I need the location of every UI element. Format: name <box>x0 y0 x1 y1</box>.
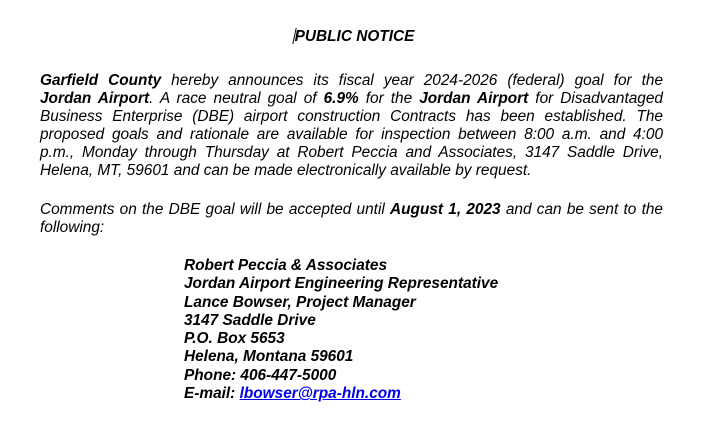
contact-po-box: P.O. Box 5653 <box>184 330 285 348</box>
paragraph-line: Business Enterprise (DBE) airport construction Contracts has been established. The <box>40 108 663 125</box>
county-name: Garfield County <box>40 72 162 89</box>
page-title: PUBLIC NOTICE <box>294 28 415 45</box>
paragraph-line <box>40 90 663 108</box>
paragraph-text: for the <box>358 90 420 107</box>
contact-street: 3147 Saddle Drive <box>184 311 316 329</box>
contact-block <box>184 257 498 403</box>
deadline-date: August 1, 2023 <box>390 201 501 218</box>
paragraph-text: hereby announces its fiscal year 2024-2026 (federal) goal for the <box>161 72 664 89</box>
paragraph-text: Comments on the DBE goal will be accepted until <box>40 201 391 218</box>
airport-name: Jordan Airport <box>40 90 150 107</box>
airport-name: Jordan Airport <box>419 90 529 107</box>
comments-paragraph <box>40 201 663 237</box>
email-link[interactable]: lbowser@rpa-hln.com <box>239 385 401 403</box>
contact-company: Robert Peccia & Associates <box>184 257 388 274</box>
paragraph-line <box>40 72 663 90</box>
paragraph-line: p.m., Monday through Thursday at Robert Peccia and Associates, 3147 Saddle Drive, <box>40 144 663 161</box>
paragraph-line: following: <box>40 219 105 236</box>
announcement-paragraph <box>40 72 663 180</box>
contact-person: Lance Bowser, Project Manager <box>184 293 416 311</box>
contact-phone: Phone: 406-447-5000 <box>184 366 337 384</box>
paragraph-line <box>40 201 663 219</box>
email-label: E-mail: <box>184 385 240 403</box>
paragraph-text: . A race neutral goal of <box>149 90 324 107</box>
contact-role: Jordan Airport Engineering Representative <box>184 275 499 293</box>
paragraph-line: proposed goals and rationale are available for inspection between 8:00 a.m. and 4:00 <box>40 126 663 143</box>
paragraph-text: and can be sent to the <box>500 201 663 218</box>
paragraph-text: for Disadvantaged <box>528 90 663 107</box>
notice-title-row <box>0 28 708 46</box>
contact-email-row <box>184 385 498 403</box>
goal-percentage: 6.9% <box>323 90 359 107</box>
contact-city: Helena, Montana 59601 <box>184 348 354 366</box>
paragraph-line: Helena, MT, 59601 and can be made electronically available by request. <box>40 162 532 179</box>
